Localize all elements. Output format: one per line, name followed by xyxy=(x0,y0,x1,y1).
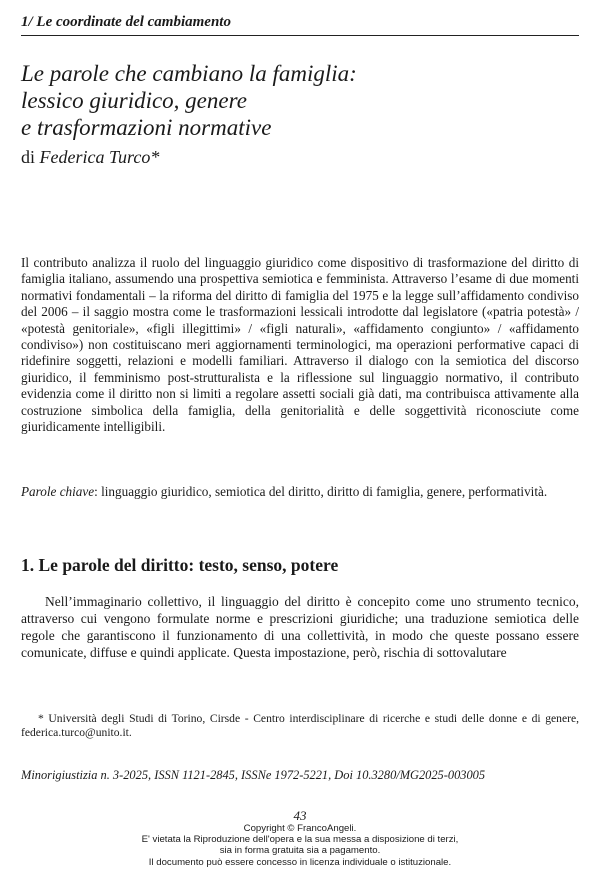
keywords-text: : linguaggio giuridico, semiotica del diritto, diritto di famiglia, genere, performatività. xyxy=(94,484,548,499)
title-line-1: Le parole che cambiano la famiglia: xyxy=(21,61,357,86)
section-heading: 1. Le parole del diritto: testo, senso, potere xyxy=(21,555,339,575)
body-paragraph: Nell’immaginario collettivo, il linguaggio del diritto è concepito come uno strumento tecnico, attraverso cui vengono formulate norme e prescrizioni giuridiche; una traduzione semiotica delle regole che garantiscono il funzionamento di una collettività, in modo che queste possano essere comunicate, diffuse e quindi applicate. Questa impostazione, però, rischia di sottovalutare xyxy=(21,594,579,660)
title-line-3: e trasformazioni normative xyxy=(21,115,272,140)
byline-prefix: di xyxy=(21,147,36,167)
copyright-line-1: Copyright © FrancoAngeli. xyxy=(243,823,357,834)
abstract: Il contributo analizza il ruolo del linguaggio giuridico come dispositivo di trasformazione del diritto di famiglia italiano, assumendo una prospettiva semiotica e femminista. Attraverso l’esame di due momenti normativi fondamentali – la riforma del diritto di famiglia del 1975 e la legge sull’affidamento condiviso del 2006 – il saggio mostra come le trasformazioni lessicali introdotte dal legislatore («patria potestà» / «potestà genitoriale», «figli illegittimi» / «figli naturali», «affidamento congiunto» / «affidamento condiviso») non costituiscano meri aggiornamenti terminologici, ma operazioni performative capaci di ridefinire soggetti, relazioni e modelli familiari. Attraverso il dialogo con la semiotica del discorso giuridico, il femminismo post-strutturalista e la riflessione sul linguaggio normativo, il contributo evidenzia come il diritto non si limiti a regolare assetti sociali già dati, ma contribuisca attivamente alla costruzione simbolica della famiglia, della genitorialità e delle soggettività riconosciute come giuridicamente intelligibili. xyxy=(21,255,579,435)
keywords-label: Parole chiave xyxy=(21,484,95,499)
article-title xyxy=(21,60,579,141)
journal-reference: Minorigiustizia n. 3-2025, ISSN 1121-2845, ISSNe 1972-5221, Doi 10.3280/MG2025-003005 xyxy=(21,768,486,782)
copyright-notice xyxy=(0,823,600,868)
keywords xyxy=(21,484,579,500)
footnote: * Università degli Studi di Torino, Cirsde - Centro interdisciplinare di ricerche e studi delle donne e di genere, federica.turco@unito.it. xyxy=(21,712,579,740)
byline xyxy=(21,147,159,168)
page-number: 43 xyxy=(293,808,307,823)
copyright-line-3: sia in forma gratuita sia a pagamento. xyxy=(219,845,381,857)
running-head: 1/ Le coordinate del cambiamento xyxy=(21,14,579,36)
copyright-line-2: E' vietata la Riproduzione dell'opera e la sua messa a disposizione di terzi, xyxy=(141,834,459,846)
title-line-2: lessico giuridico, genere xyxy=(21,88,247,113)
author-name: Federica Turco* xyxy=(39,147,160,167)
copyright-line-4: Il documento può essere concesso in licenza individuale o istituzionale. xyxy=(148,856,452,868)
